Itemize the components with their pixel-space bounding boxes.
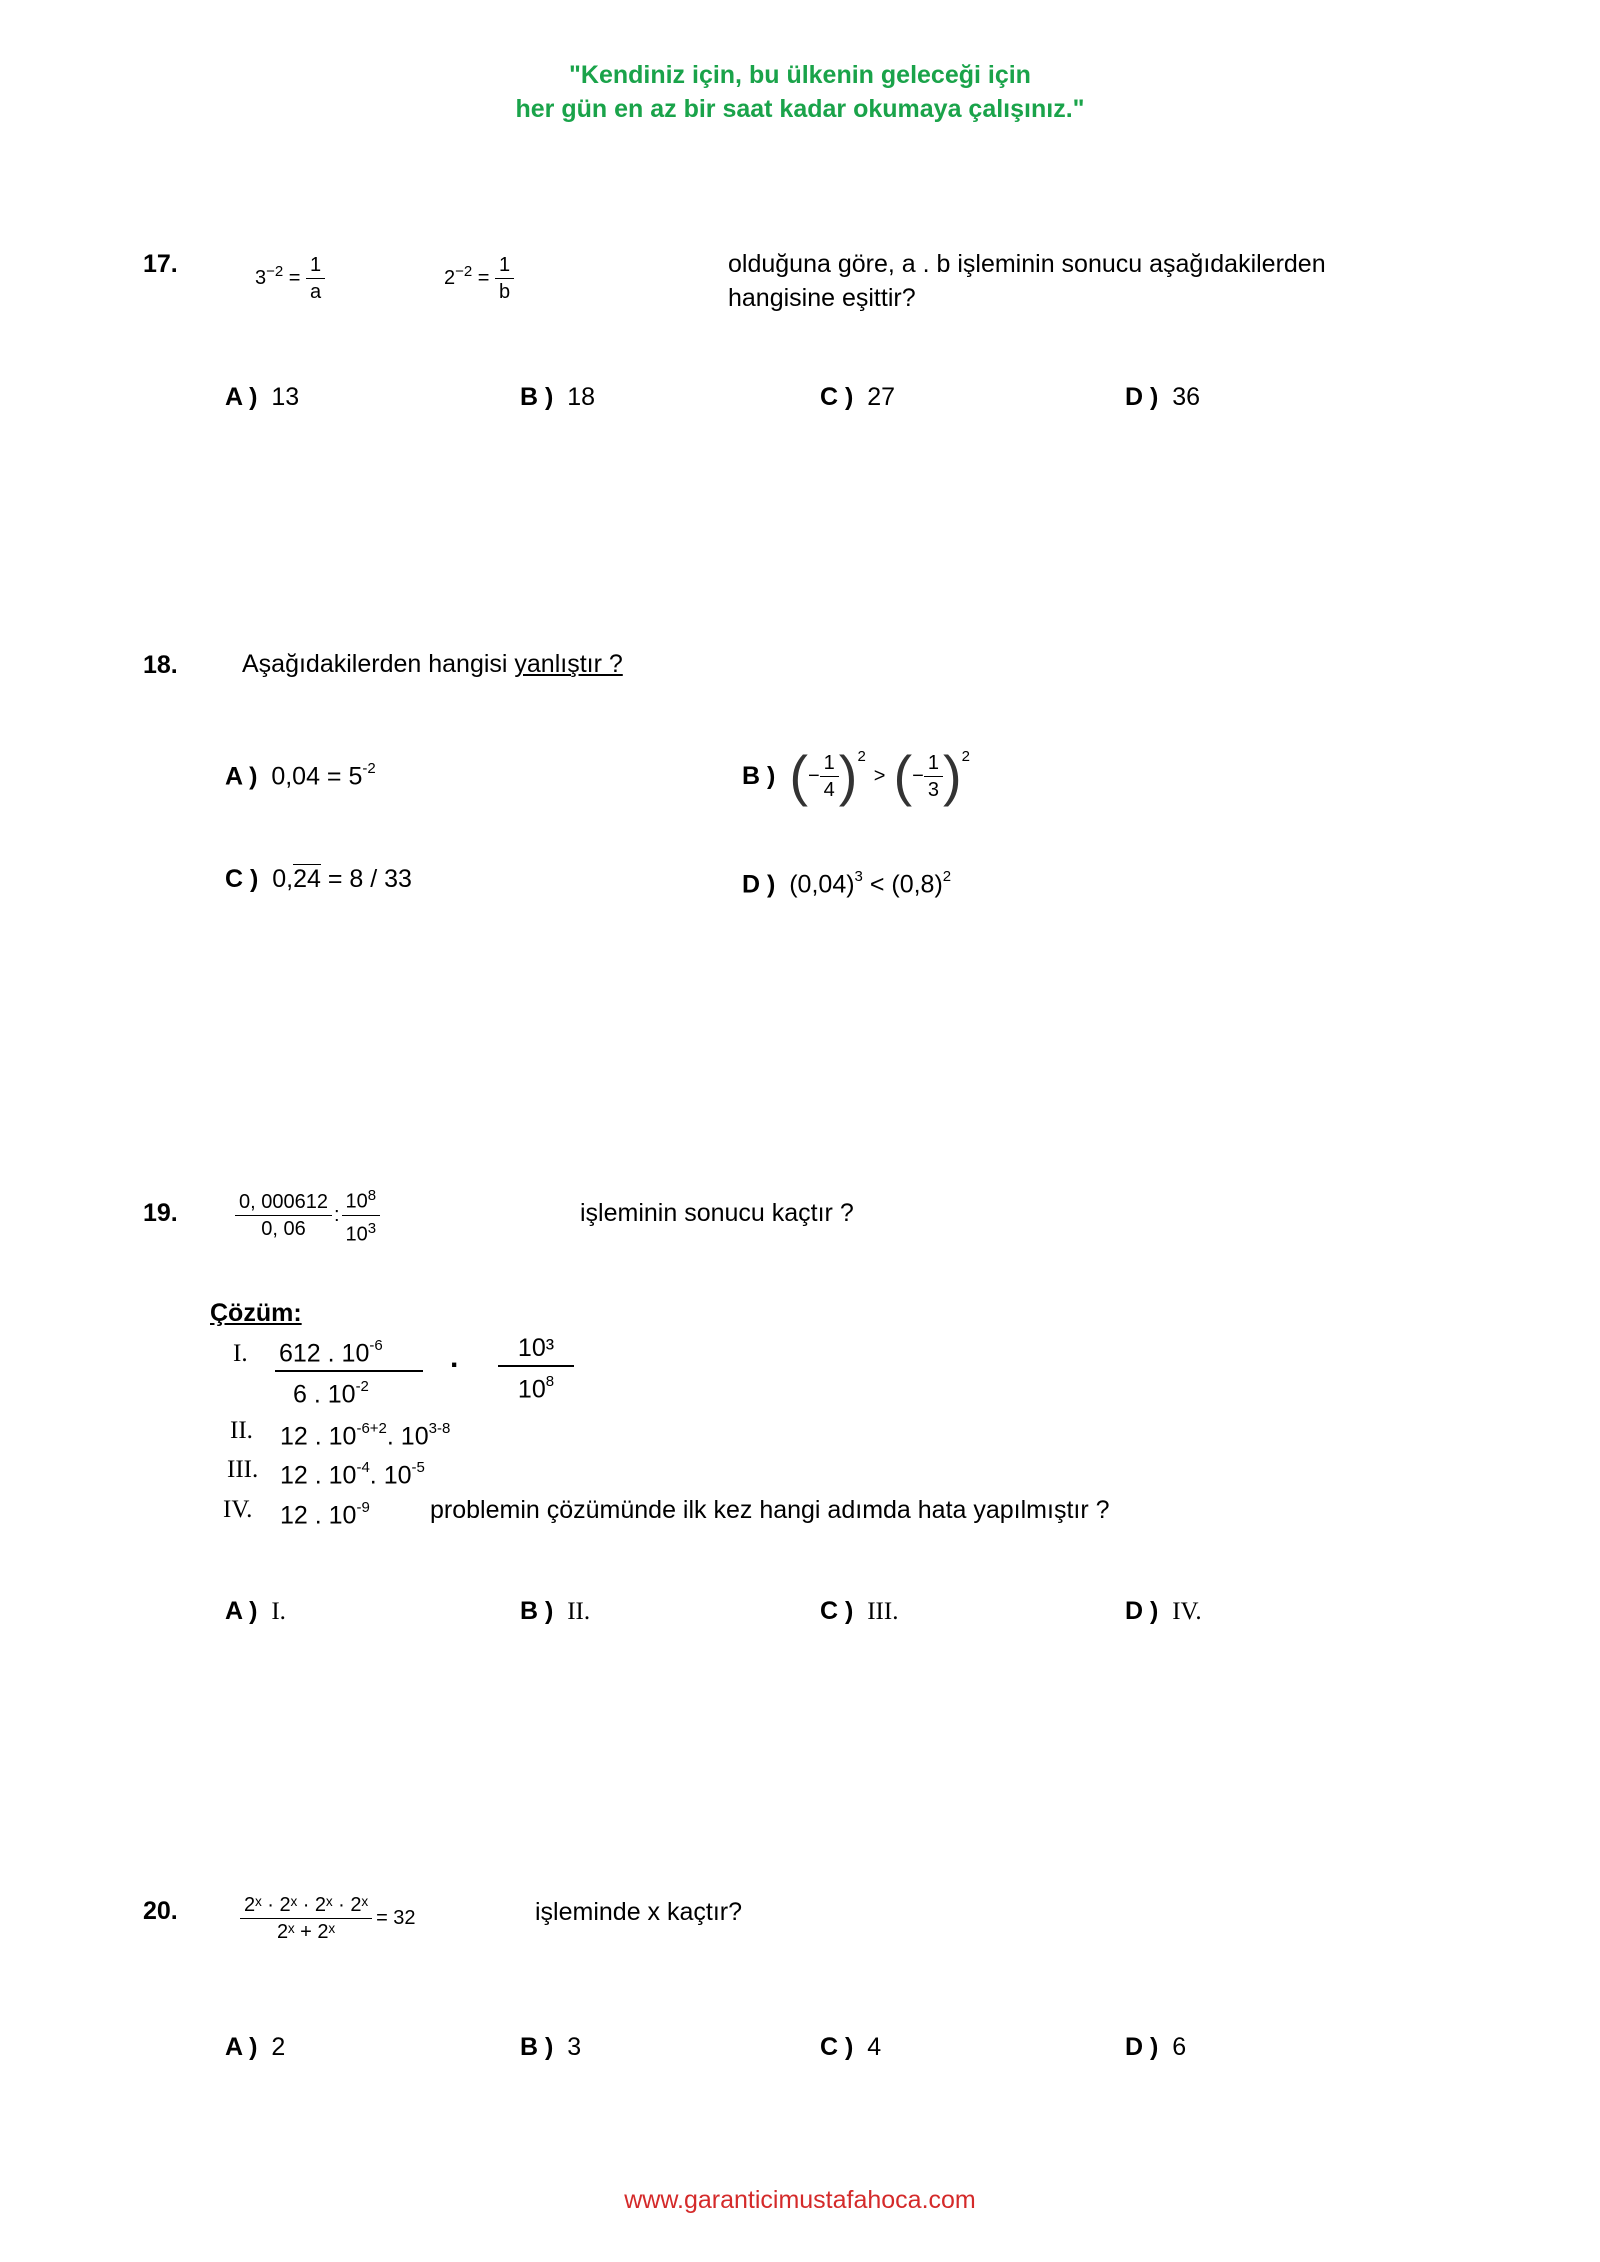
q19-option-b[interactable] xyxy=(520,1594,590,1629)
question-20-number: 20. xyxy=(143,1897,178,1925)
q19-step-2-a-exp: -6+2 xyxy=(356,1420,387,1437)
q17-option-c-label: C ) xyxy=(820,383,854,411)
q17-option-a-label: A ) xyxy=(225,383,258,411)
q20-expression xyxy=(240,1892,416,1945)
q17-eq1-exp: −2 xyxy=(266,263,284,281)
question-19-number: 19. xyxy=(143,1199,178,1227)
q18-option-c-rhs: = 8 / 33 xyxy=(320,865,412,893)
q17-option-d-label: D ) xyxy=(1125,383,1159,411)
q17-text-line-2: hangisine eşittir? xyxy=(728,284,916,312)
q18-option-b-expression: ( − $\frac{1}{4}$ ) $^2$ > ( − $\frac{1}{3}$ ) $^2$ xyxy=(789,744,970,807)
q19-option-b-label: B ) xyxy=(520,1597,554,1625)
q20-numerator: 2ˣ · 2ˣ · 2ˣ · 2ˣ xyxy=(244,1894,369,1916)
q18-option-a-exp: -2 xyxy=(362,760,376,777)
q20-option-d-label: D ) xyxy=(1125,2033,1159,2061)
q18-text-underlined: yanlıştır ? xyxy=(514,650,623,678)
q19-step-2-b-exp: 3-8 xyxy=(428,1420,451,1437)
q19-option-c[interactable] xyxy=(820,1594,898,1629)
q17-eq1-denominator: a xyxy=(310,281,322,303)
q19-step-3-a-exp: -4 xyxy=(356,1459,370,1476)
q19-step-3-b: . 10 xyxy=(369,1461,412,1490)
q20-option-d-value: 6 xyxy=(1172,2033,1187,2061)
q18-b-num-2: 1 xyxy=(927,751,939,774)
q17-eq1-base: 3 xyxy=(255,266,267,289)
q19-num-2-base: 10 xyxy=(345,1190,368,1213)
q18-option-a-label: A ) xyxy=(225,762,258,791)
q18-option-b-label: B ) xyxy=(742,761,776,790)
q17-eq1-equals: = xyxy=(288,266,301,289)
q19-step-1-num-exp: -6 xyxy=(369,1337,383,1354)
q18-option-d[interactable] xyxy=(742,862,951,901)
q18-option-d-exp-2: 2 xyxy=(942,868,952,885)
motto xyxy=(0,58,1600,126)
q20-option-c-label: C ) xyxy=(820,2033,854,2061)
q19-option-c-value: III. xyxy=(867,1598,899,1625)
q17-eq2-equals: = xyxy=(477,266,490,289)
q18-text xyxy=(242,647,623,681)
q19-step-1-roman: I. xyxy=(233,1340,248,1367)
q17-option-b-value: 18 xyxy=(567,383,596,411)
q17-text-line-1: olduğuna göre, a . b işleminin sonucu aşağıdakilerden xyxy=(728,250,1326,278)
q18-b-num-1: 1 xyxy=(823,751,835,774)
q18-b-den-2: 3 xyxy=(927,778,939,801)
q18-option-b[interactable] xyxy=(742,744,970,807)
q18-option-c-prefix: 0, xyxy=(272,865,294,893)
q19-expression xyxy=(235,1183,380,1247)
q19-step-4 xyxy=(280,1493,370,1532)
q19-option-d[interactable] xyxy=(1125,1594,1202,1629)
q19-num-2-exp: 8 xyxy=(367,1187,377,1204)
q17-equation-1 xyxy=(255,252,325,305)
q19-step-3-a: 12 . 10 xyxy=(280,1461,357,1490)
q19-question: problemin çözümünde ilk kez hangi adımda hata yapılmıştır ? xyxy=(430,1496,1110,1524)
q18-option-d-exp-1: 3 xyxy=(854,868,863,885)
q18-option-a[interactable] xyxy=(225,754,376,793)
q19-step-2-b: . 10 xyxy=(386,1422,429,1451)
q17-eq2-exp: −2 xyxy=(455,263,473,281)
q20-text: işleminde x kaçtır? xyxy=(535,1898,743,1926)
q19-den-2-base: 10 xyxy=(345,1223,368,1246)
q20-option-b[interactable] xyxy=(520,2030,581,2064)
q17-text xyxy=(728,247,1326,315)
q17-eq2-denominator: b xyxy=(499,281,511,303)
q20-option-b-label: B ) xyxy=(520,2033,554,2061)
q18-b-den-1: 4 xyxy=(823,778,835,801)
q20-option-b-value: 3 xyxy=(567,2033,582,2061)
q18-option-a-lhs: 0,04 = 5 xyxy=(271,762,363,791)
q20-option-d[interactable] xyxy=(1125,2030,1186,2064)
q19-step-4-a: 12 . 10 xyxy=(280,1501,357,1530)
q19-step-2-roman: II. xyxy=(230,1417,253,1444)
q17-eq1-numerator: 1 xyxy=(310,254,322,276)
q18-b-minus-2: − xyxy=(912,764,924,787)
q19-solution-title: Çözüm: xyxy=(210,1299,302,1327)
q18-b-exp-2: 2 xyxy=(961,748,970,765)
q18-option-d-label: D ) xyxy=(742,870,776,899)
q19-num-1: 0, 000612 xyxy=(239,1190,328,1213)
q20-option-a-label: A ) xyxy=(225,2033,258,2061)
footer-website-link[interactable]: www.garanticimustafahoca.com xyxy=(624,2186,976,2214)
q19-option-c-label: C ) xyxy=(820,1597,854,1625)
q19-step-1-den-exp: -2 xyxy=(355,1378,369,1396)
q19-step-4-a-exp: -9 xyxy=(356,1499,370,1516)
q17-eq2-numerator: 1 xyxy=(499,254,511,276)
q19-step-3 xyxy=(280,1453,425,1492)
q17-eq2-base: 2 xyxy=(444,266,456,289)
q18-text-main: Aşağıdakilerden hangisi xyxy=(242,650,515,678)
q19-step-3-b-exp: -5 xyxy=(411,1459,425,1476)
q19-step-1-den: 6 . 10 xyxy=(293,1380,356,1409)
q18-option-c-label: C ) xyxy=(225,865,259,893)
q19-step-2-a: 12 . 10 xyxy=(280,1422,357,1451)
q20-denominator: 2ˣ + 2ˣ xyxy=(276,1921,336,1943)
q20-option-a[interactable] xyxy=(225,2030,285,2064)
q17-equation-2 xyxy=(444,252,514,305)
q19-den-1: 0, 06 xyxy=(261,1217,306,1240)
q19-text: işleminin sonucu kaçtır ? xyxy=(580,1199,854,1227)
q17-option-a-value: 13 xyxy=(271,383,300,411)
motto-line-2: her gün en az bir saat kadar okumaya çalışınız." xyxy=(515,95,1085,123)
q18-option-c[interactable] xyxy=(225,862,412,896)
motto-line-1: "Kendiniz için, bu ülkenin geleceği için xyxy=(569,61,1031,89)
q17-option-b[interactable] xyxy=(520,380,595,414)
q19-option-a[interactable] xyxy=(225,1594,286,1629)
q17-option-d[interactable] xyxy=(1125,380,1200,414)
q19-option-b-value: II. xyxy=(567,1598,591,1625)
q19-option-d-label: D ) xyxy=(1125,1597,1159,1625)
q17-option-a[interactable] xyxy=(225,380,299,414)
q19-step-1-fraction-2 xyxy=(498,1331,574,1406)
q18-b-greater: > xyxy=(873,764,886,787)
q19-step-2 xyxy=(280,1414,450,1453)
q17-option-c-value: 27 xyxy=(867,383,896,411)
q17-option-c[interactable] xyxy=(820,380,895,414)
q20-option-a-value: 2 xyxy=(271,2033,286,2061)
q19-divide: : xyxy=(333,1203,340,1226)
q19-option-d-value: IV. xyxy=(1172,1598,1202,1625)
q18-option-d-left: (0,04) xyxy=(789,870,855,899)
q18-b-minus-1: − xyxy=(807,764,820,787)
q20-option-c-value: 4 xyxy=(867,2033,882,2061)
q19-step-3-roman: III. xyxy=(227,1456,259,1483)
q17-option-b-label: B ) xyxy=(520,383,554,411)
q18-b-exp-1: 2 xyxy=(857,748,866,765)
q19-step-1-den-2-exp: 8 xyxy=(545,1373,555,1390)
q19-option-a-value: I. xyxy=(271,1598,286,1625)
q19-option-a-label: A ) xyxy=(225,1597,258,1625)
question-18-number: 18. xyxy=(143,651,178,679)
question-17-number: 17. xyxy=(143,250,178,278)
q18-option-d-mid: < (0,8) xyxy=(862,870,943,899)
q17-option-d-value: 36 xyxy=(1172,383,1201,411)
q20-option-c[interactable] xyxy=(820,2030,881,2064)
q19-step-1-num-2: 10³ xyxy=(517,1334,555,1362)
q18-option-c-repeating: 24 xyxy=(293,865,321,893)
q19-step-1-num: 612 . 10 xyxy=(279,1339,370,1368)
q19-den-2-exp: 3 xyxy=(367,1219,377,1237)
q19-step-1-den-2: 10 xyxy=(517,1375,546,1404)
q19-step-1-fraction xyxy=(275,1331,423,1412)
q19-step-4-roman: IV. xyxy=(223,1496,253,1523)
q19-step-1-dot: . xyxy=(450,1341,459,1374)
q20-rhs: = 32 xyxy=(376,1907,416,1929)
